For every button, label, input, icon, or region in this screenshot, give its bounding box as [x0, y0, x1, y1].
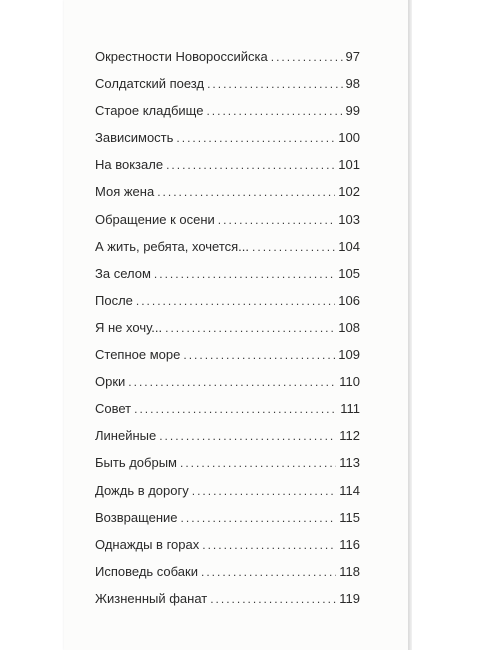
toc-entry-title: Обращение к осени [95, 211, 215, 227]
toc-entry-title: Однажды в горах [95, 536, 200, 552]
toc-entry [95, 585, 360, 612]
dot-leader [165, 315, 335, 342]
dot-leader [136, 288, 335, 315]
dot-leader [192, 478, 337, 505]
toc-entry [95, 124, 360, 151]
toc-entry-page: 109 [338, 347, 360, 363]
dot-leader [202, 532, 336, 559]
toc-entry-title: Совет [95, 401, 132, 417]
toc-entry-page: 108 [338, 319, 360, 335]
toc-entry-title: Степное море [95, 347, 181, 363]
dot-leader [181, 505, 337, 532]
toc-entry [95, 287, 360, 314]
toc-entry [95, 233, 360, 260]
toc-entry-page: 98 [345, 76, 360, 92]
toc-entry [95, 477, 360, 504]
toc-entry-page: 119 [339, 590, 360, 606]
toc-entry-title: Жизненный фанат [95, 590, 208, 606]
toc-entry-page: 105 [338, 265, 360, 281]
dot-leader [166, 152, 335, 179]
toc-entry-title: Солдатский поезд [95, 76, 205, 92]
toc-entry-title: Возвращение [95, 509, 178, 525]
toc-entry [95, 151, 360, 178]
dot-leader [157, 179, 335, 206]
toc-entry [95, 341, 360, 368]
dot-leader [180, 450, 336, 477]
toc-entry [95, 43, 360, 70]
toc-entry-page: 113 [339, 455, 360, 471]
toc-entry-title: Окрестности Новороссийска [95, 49, 268, 64]
dot-leader [206, 98, 342, 125]
toc-entry-page: 106 [338, 292, 360, 308]
toc-entry-title: Зависимость [95, 130, 174, 146]
table-of-contents [95, 43, 360, 612]
toc-entry [95, 314, 360, 341]
toc-entry-title: После [95, 292, 133, 308]
toc-entry-page: 116 [339, 536, 360, 552]
toc-entry [95, 260, 360, 287]
toc-entry [95, 558, 360, 585]
toc-entry-page: 118 [339, 563, 360, 579]
dot-leader [159, 423, 336, 450]
dot-leader [218, 207, 336, 234]
toc-entry-title: А жить, ребята, хочется... [95, 238, 250, 254]
dot-leader [183, 342, 335, 369]
dot-leader [134, 396, 337, 423]
dot-leader [271, 44, 343, 71]
dot-leader [207, 71, 342, 98]
toc-entry [95, 504, 360, 531]
toc-entry-page: 115 [339, 509, 360, 525]
dot-leader [176, 125, 335, 152]
toc-entry [95, 395, 360, 422]
toc-entry-page: 102 [338, 184, 360, 200]
toc-entry-title: Я не хочу... [95, 319, 163, 335]
toc-entry-title: Моя жена [95, 184, 155, 200]
dot-leader [210, 586, 336, 613]
toc-entry [95, 422, 360, 449]
toc-entry-page: 110 [339, 374, 360, 390]
toc-entry [95, 449, 360, 476]
toc-entry-page: 104 [338, 238, 360, 254]
toc-entry-page: 97 [345, 49, 360, 64]
toc-entry [95, 368, 360, 395]
toc-entry-page: 111 [340, 401, 360, 417]
toc-entry-page: 114 [339, 482, 360, 498]
dot-leader [201, 559, 336, 586]
toc-entry-title: На вокзале [95, 157, 164, 173]
toc-entry-page: 112 [339, 428, 360, 444]
toc-entry-title: Дождь в дорогу [95, 482, 189, 498]
toc-entry-page: 99 [345, 103, 360, 119]
toc-entry [95, 70, 360, 97]
toc-entry-title: Быть добрым [95, 455, 177, 471]
dot-leader [128, 369, 336, 396]
dot-leader [252, 234, 335, 261]
toc-entry-title: Орки [95, 374, 126, 390]
page-edge [408, 0, 412, 650]
toc-entry-page: 101 [338, 157, 360, 173]
toc-entry [95, 178, 360, 205]
toc-entry-page: 103 [338, 211, 360, 227]
toc-entry [95, 206, 360, 233]
toc-entry-title: Линейные [95, 428, 157, 444]
toc-entry-page: 100 [338, 130, 360, 146]
toc-entry-title: За селом [95, 265, 151, 281]
toc-entry-title: Исповедь собаки [95, 563, 198, 579]
toc-entry [95, 97, 360, 124]
toc-entry-title: Старое кладбище [95, 103, 204, 119]
toc-entry [95, 531, 360, 558]
dot-leader [154, 261, 335, 288]
